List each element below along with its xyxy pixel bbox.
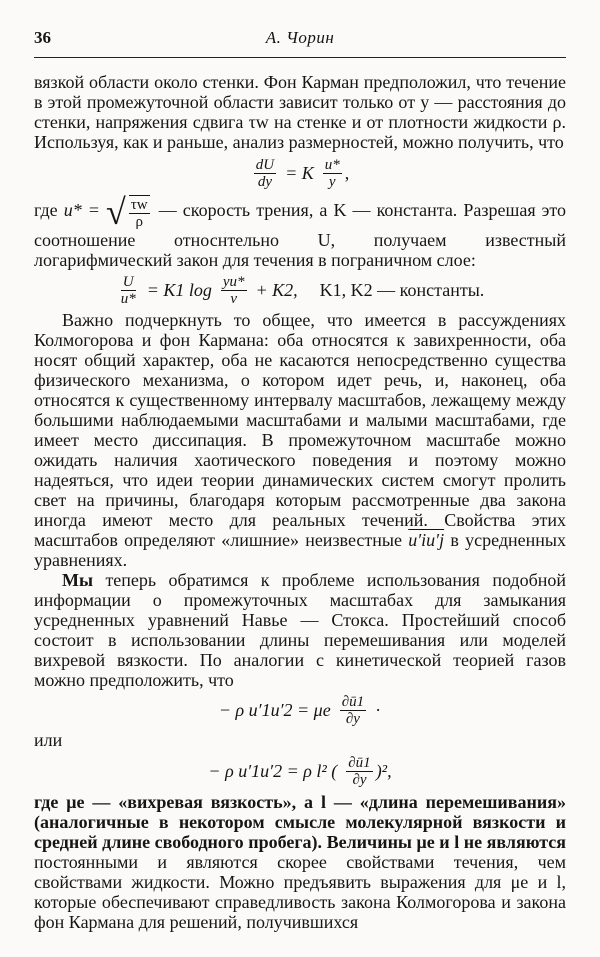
sqrt-expression xyxy=(106,194,153,230)
formula-1-lhs-den: dy xyxy=(257,173,272,190)
formula-1 xyxy=(34,152,566,194)
formula-3-lhs: − ρ u′1u′2 = μe xyxy=(218,700,331,720)
formula-1-lhs xyxy=(254,157,276,190)
formula-2-note: K1, K2 — константы. xyxy=(319,280,485,300)
paragraph-2-rest: — скорость трения, а K — константа. Разрешая это соотношение относнтельно U, получаем известный логарифмический закон для течения в пограничном слое: xyxy=(34,200,567,270)
formula-1-rhs-num: u* xyxy=(324,156,340,173)
formula-4-num: ∂ū1 xyxy=(348,754,371,771)
page-number: 36 xyxy=(34,28,51,47)
formula-3 xyxy=(34,690,566,730)
formula-2-frac-num: yu* xyxy=(222,273,245,290)
header-rule xyxy=(34,57,566,58)
sqrt-fraction xyxy=(129,195,150,230)
paragraph-5-bold-tail: Величины μe и l не являются xyxy=(326,832,567,852)
formula-4-frac xyxy=(346,755,372,788)
paragraph-4 xyxy=(34,570,566,690)
paragraph-2 xyxy=(34,194,566,270)
reynolds-stress-term: u′iu′j xyxy=(408,530,445,550)
running-title: А. Чорин xyxy=(265,28,335,47)
friction-velocity-symbol: u* = xyxy=(63,200,100,221)
formula-2-frac xyxy=(221,274,247,307)
page-body xyxy=(34,72,566,932)
formula-3-num: ∂ū1 xyxy=(341,693,365,710)
formula-1-mid: = K xyxy=(285,163,314,183)
or-word: или xyxy=(34,730,63,750)
paragraph-3-text: Важно подчеркнуть то общее, что имеется в рассуждениях Колмогорова и фон Кармана: оба относятся к завихренности, оба носят общий характер, оба не касаются непосредственно существа физического механизма, о котором идет речь, и, наконец, оба относятся к существенному интервалу масштабов, лежащему между большими наблюдаемыми масштабами и малыми масштабами, где имеет место диссипация. В промежуточном масштабе можно ожидать наличия хаотического поведения и поэтому можно надеяться, что идеи теории динамических систем смогут пролить свет на причины, благодаря которым рассмотренные два закона иногда имеют место для реальных течений. Свойства этих масштабов определяют «лишние» неизвестные xyxy=(34,310,566,550)
formula-3-frac xyxy=(340,694,366,727)
formula-4-den: ∂y xyxy=(352,771,367,788)
formula-3-end: · xyxy=(375,700,382,720)
paragraph-3 xyxy=(34,310,566,570)
paragraph-5-lead: где μe — «вихревая вязкость», а l — «длина перемешивания» (аналогичные в некотором смысле молекулярной вязкости и средней длине свободного пробега). xyxy=(34,792,566,852)
formula-1-rhs-den: y xyxy=(328,173,336,190)
formula-1-lhs-num: dU xyxy=(255,156,275,173)
formula-2-mid: = K1 log xyxy=(146,280,212,300)
formula-2-lhs-den: u* xyxy=(120,290,136,307)
paragraph-4-lead: Мы xyxy=(62,570,94,590)
paragraph-5 xyxy=(34,792,566,932)
sqrt-den: ρ xyxy=(135,213,143,230)
formula-4-lhs: − ρ u′1u′2 = ρ l² ( xyxy=(208,761,338,781)
formula-2-end: + K2, xyxy=(255,280,298,300)
formula-3-den: ∂y xyxy=(345,710,360,727)
formula-2-lhs xyxy=(119,274,138,307)
where-word: где xyxy=(34,200,58,221)
paragraph-5-rest: постоянными и являются скорее свойствами течения, чем свойствами жидкости. Можно предъявить выражения для μe и l, которые обеспечивают справедливость закона Колмогорова и закона фон Кармана для решений, получившихся xyxy=(34,852,566,932)
formula-4 xyxy=(34,750,566,792)
formula-4-end: )², xyxy=(375,761,392,781)
paragraph-1: вязкой области около стенки. Фон Карман предположил, что течение в этой промежуточной области зависит только от y — расстояния до стенки, напряжения сдвига τw на стенке и от плотности жидкости ρ. Используя, как и раньше, анализ размерностей, можно получить, что xyxy=(34,72,566,152)
sqrt-num: τw xyxy=(130,196,148,213)
formula-1-end: , xyxy=(344,163,350,183)
paragraph-3-end: в усредненных уравнениях. xyxy=(34,530,566,570)
formula-2-frac-den: ν xyxy=(230,290,238,307)
formula-2-lhs-num: U xyxy=(122,273,134,290)
paragraph-4-text: теперь обратимся к проблеме использования подобной информации о промежуточных масштабах для замыкания усредненных уравнений Навье — Стокса. Простейший способ состоит в использовании длины перемешивания или моделей вихревой вязкости. По аналогии с кинетической теорией газов можно предположить, что xyxy=(34,570,567,690)
sqrt-sign: √ xyxy=(106,192,126,232)
formula-1-rhs xyxy=(323,157,342,190)
formula-2 xyxy=(34,270,566,310)
page-header xyxy=(34,28,566,52)
